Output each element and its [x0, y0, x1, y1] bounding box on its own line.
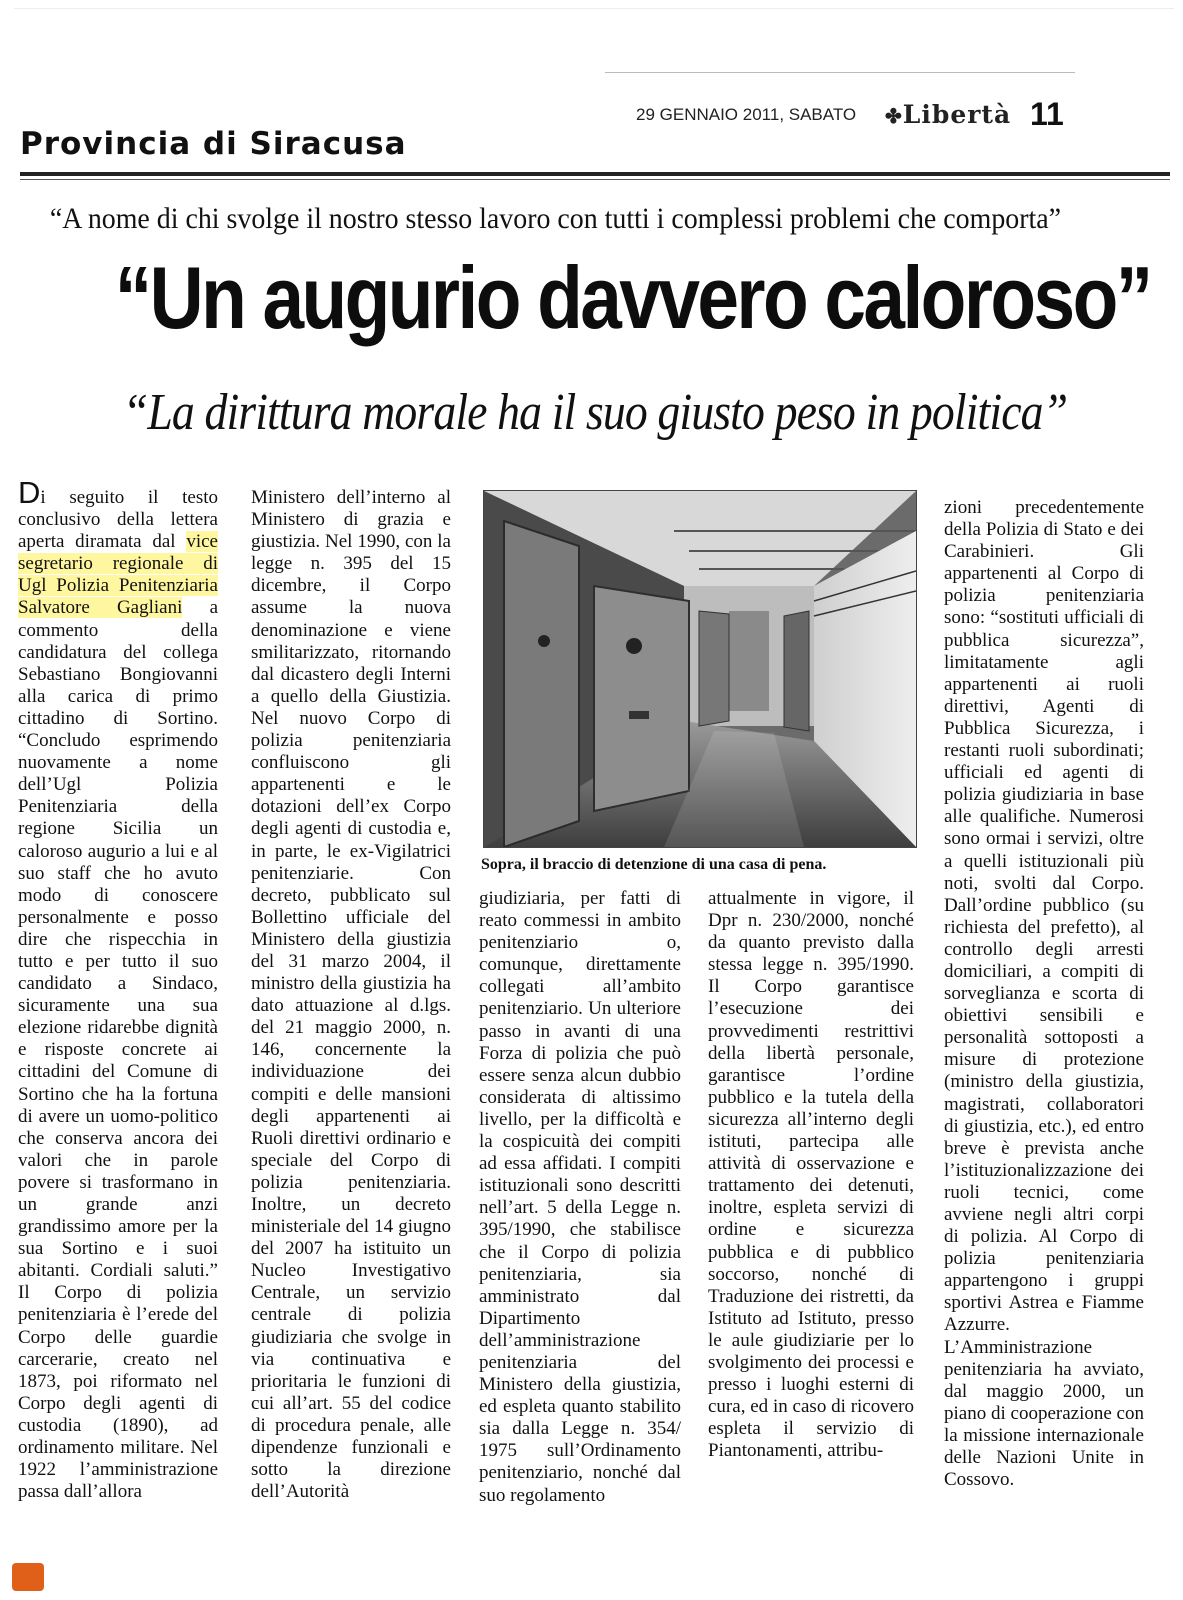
scan-edge	[14, 8, 1174, 9]
article-subheadline: “La dirittura morale ha il suo giusto peso in politica”	[122, 384, 1068, 441]
article-column-1	[18, 475, 218, 1503]
column-4-text: attualmente in vigore, il Dpr n. 230/2000, nonché da quanto previsto dalla stessa legge n. 395/1990. Il Corpo garantisce l’esecuzione dei provvedimenti restrittivi della libertà personale, garantisce l’ordine pubblico e la tutela della sicurezza all’interno degli istituti, partecipa alle attività di osservazione e trattamento dei detenuti, inoltre, espleta servizi di ordine e sicurezza pubblica e di pubblico soccorso, nonché di Traduzione dei ristretti, da Istituto ad Istituto, presso le aule giudiziarie per lo svolgimento dei processi e presso i luoghi esterni di cura, ed in caso di ricovero espleta il servizio di Piantonamenti, attribu-	[708, 888, 914, 1462]
prison-corridor-photo	[483, 490, 917, 848]
article-column-5	[944, 497, 1144, 1491]
column-1-text-start: i seguito il testo conclusivo della lettera aperta diramata dal	[18, 487, 218, 553]
section-title: Provincia di Siracusa	[20, 126, 407, 162]
newspaper-logo	[885, 100, 1011, 129]
column-2-text: Ministero dell’interno al Ministero di grazia e giustizia. Nel 1990, con la legge n. 395 del 15 dicembre, il Corpo assume la nuova denominazione e viene smilitarizzato, ritornando dal dicastero degli Interni a quello della Giustizia. Nel nuovo Corpo di polizia penitenziaria confluiscono gli appartenenti e le dotazioni dell’ex Corpo degli agenti di custodia e, in parte, le ex-Vigilatrici penitenziarie. Con decreto, pubblicato sul Bollettino ufficiale del Ministero della giustizia del 31 marzo 2004, il ministro della giustizia ha dato attuazione al d.lgs. del 21 maggio 2000, n. 146, concernente la individuazione dei compiti e delle mansioni degli appartenenti ai Ruoli direttivi ordinario e speciale del Corpo di polizia penitenziaria. Inoltre, un decreto ministeriale del 14 giugno del 2007 ha istituito un Nucleo Investigativo Centrale, un servizio centrale di polizia giudiziaria che svolge in via continuativa e prioritaria le funzioni di cui all’art. 55 del codice di procedura penale, alle dipendenze funzionali e sotto la direzione dell’Autorità	[251, 487, 451, 1503]
section-rule	[20, 172, 1170, 176]
issue-date: 29 GENNAIO 2011, SABATO	[636, 105, 857, 124]
newspaper-name: Libertà	[902, 100, 1012, 129]
corner-logo-icon	[12, 1563, 44, 1591]
article-column-2	[251, 487, 451, 1503]
highlighted-text: vice segretario regionale di Ugl Polizia Penitenziaria Salvatore Gagliani	[18, 531, 218, 619]
drop-cap: D	[18, 475, 41, 510]
photo-caption: Sopra, il braccio di detenzione di una casa di pena.	[481, 856, 827, 873]
page-number: 11	[1030, 96, 1064, 132]
article-kicker: “A nome di chi svolge il nostro stesso lavoro con tutti i complessi problemi che comporta”	[49, 202, 1062, 235]
column-3-text: giudiziaria, per fatti di reato commessi in ambito penitenziario o, comunque, direttamente collegati all’ambito penitenziario. Un ulteriore passo in avanti di una Forza di polizia che può essere senza alcun dubbio considerata di altissimo livello, per la difficoltà e la cospicuità dei compiti ad essa affidati. I compiti istituzionali sono descritti nell’art. 5 della Legge n. 395/1990, che stabilisce che il Corpo di polizia penitenziaria, sia amministrato dal Dipartimento dell’amministrazione penitenziaria del Ministero della giustizia, ed espleta quanto stabilito sia dalla Legge n. 354/ 1975 sull’Ordinamento penitenziario, nonché dal suo regolamento	[479, 888, 681, 1506]
article-headline: “Un augurio davvero caloroso”	[114, 248, 1151, 347]
column-5-text: zioni precedentemente della Polizia di Stato e dei Carabinieri. Gli appartenenti al Corpo di polizia penitenziaria sono: “sostituti ufficiali di pubblica sicurezza”, limitatamente agli appartenenti ai ruoli direttivi, Agenti di Pubblica Sicurezza, i restanti ruoli subordinati; ufficiali ed agenti di polizia giudiziaria in base alle qualifiche. Numerosi sono ormai i servizi, oltre a quelli istituzionali più noti, svolti dal Corpo. Dall’ordine pubblico (su richiesta del prefetto), al controllo degli arresti domiciliari, a compiti di sorveglianza e scorta di obiettivi sensibili e personalità sottoposti a misure di protezione (ministro della giustizia, magistrati, collaboratori di giustizia, etc.), ed entro breve è prevista anche l’istituzionalizzazione dei ruoli tecnici, come avviene negli altri corpi di polizia. Al Corpo di polizia penitenziaria appartengono i gruppi sportivi Astrea e Fiamme Azzurre. L’Amministrazione penitenziaria ha avviato, dal maggio 2000, un piano di cooperazione con la missione internazionale delle Nazioni Unite in Cossovo.	[944, 497, 1144, 1491]
column-1-text-rest: a commento della candidatura del collega Sebastiano Bongiovanni alla carica di primo cittadino di Sortino. “Concludo esprimendo nuovamente a nome dell’Ugl Polizia Penitenziaria della regione Sicilia un caloroso augurio a lui e al suo staff che ho avuto modo di conoscere personalmente e posso dire che rispecchia in tutto e per tutto il suo candidato a Sindaco, sicuramente una sua elezione ridarebbe dignità e risposte concrete ai cittadini del Comune di Sortino che ha la fortuna di avere un uomo-politico che conserva ancora dei valori che in parole povere si trasformano in un grande anzi grandissimo amore per la sua Sortino e i suoi abitanti. Cordiali saluti.” Il Corpo di polizia penitenziaria è l’erede del Corpo delle guardie carcerarie, creato nel 1873, poi riformato nel Corpo degli agenti di custodia (1890), ad ordinamento militare. Nel 1922 l’amministrazione passa dall’allora	[18, 597, 218, 1503]
article-column-4	[708, 888, 914, 1462]
section-rule-thin	[20, 179, 1170, 180]
corridor-illustration	[484, 491, 916, 847]
logo-ornament-icon: ✤	[885, 104, 903, 128]
article-column-3	[479, 888, 681, 1507]
